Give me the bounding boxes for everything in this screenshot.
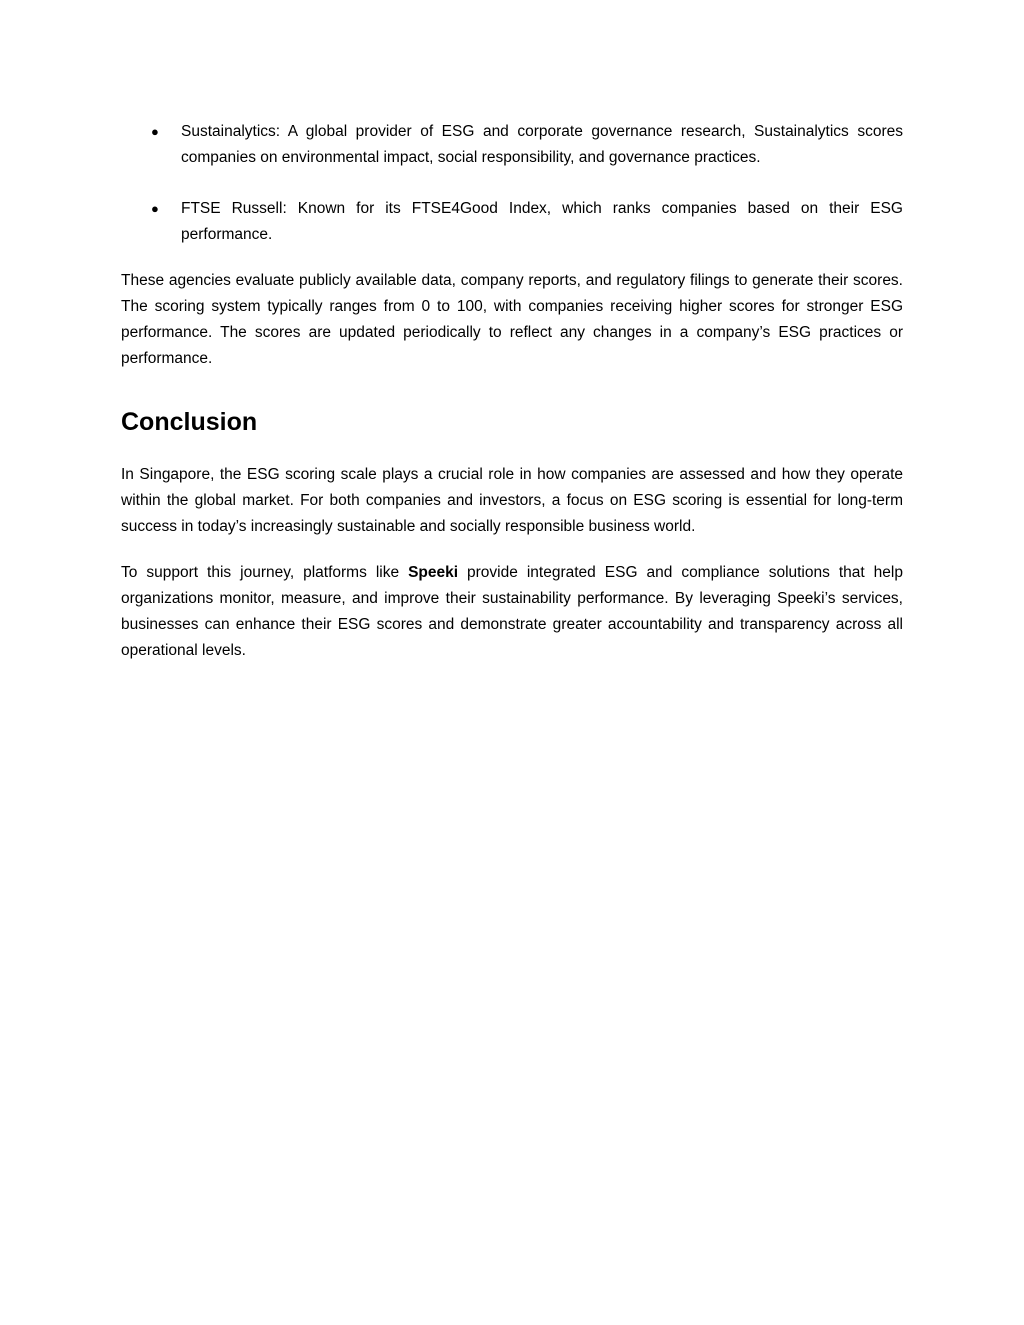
paragraph-text: provide integrated ESG and compliance solutions that help organizations monitor, measure, and improve their sustainability performance. By leveraging Speeki’s services, businesses can enhance their ESG scores and demonstrate greater accountability and transparency across all operational levels. [121,564,903,659]
conclusion-heading: Conclusion [121,408,258,436]
speeki-brand-name: Speeki [408,564,459,581]
bullet-text: Sustainalytics: A global provider of ESG and corporate governance research, Sustainalytics scores companies on environmental impact, social responsibility, and governance practices. [181,123,903,166]
bullet-item-sustainalytics [121,119,903,171]
bullet-marker: ● [151,201,159,216]
bullet-item-ftse-russell [121,196,903,248]
agency-bullet-list [121,119,903,248]
agencies-paragraph: These agencies evaluate publicly available data, company reports, and regulatory filings to generate their scores. The scoring system typically ranges from 0 to 100, with companies receiving higher scores for stronger ESG performance. The scores are updated periodically to reflect any changes in a company’s ESG practices or performance. [121,272,903,367]
document-page [121,119,903,684]
conclusion-paragraph-2 [121,560,903,664]
paragraph-text: To support this journey, platforms like [121,564,409,581]
conclusion-paragraph-1: In Singapore, the ESG scoring scale plays a crucial role in how companies are assessed and how they operate within the global market. For both companies and investors, a focus on ESG scoring is essential for long-term success in today’s increasingly sustainable and socially responsible business world. [121,466,903,535]
bullet-marker: ● [151,124,159,139]
bullet-text: FTSE Russell: Known for its FTSE4Good Index, which ranks companies based on their ESG performance. [181,200,903,243]
